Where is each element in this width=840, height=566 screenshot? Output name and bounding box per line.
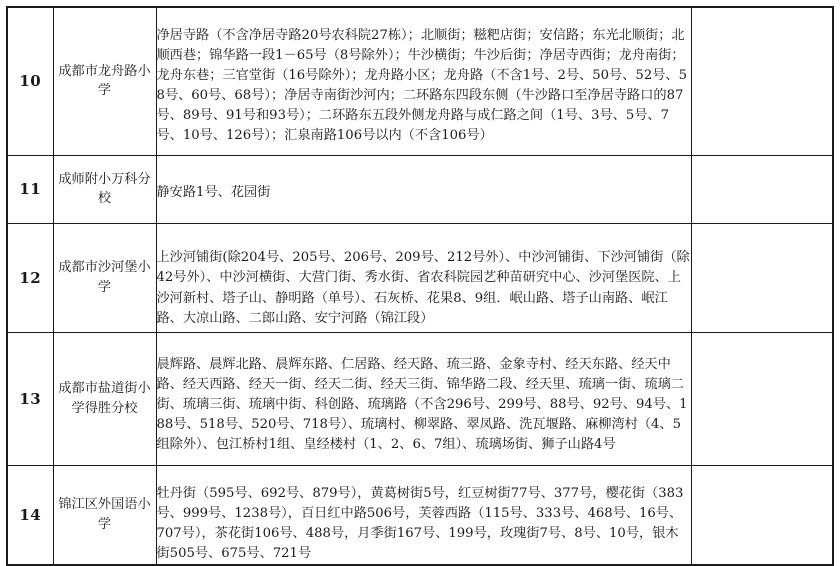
zone-description-cell: 牡丹街（595号、692号、879号），黄葛树街5号，红豆树街77号、377号，樱花街（383号、999号、1238号），百日红中路506号，芙蓉西路（115号、333号、468号、16号、707号），茶花街106号、488号，月季街167号、199号，玫瑰街7号、8号、10号，银木街505号、675号、721号 — [156, 465, 691, 565]
school-name-cell: 成都市沙河堡小学 — [53, 223, 156, 332]
zone-description-cell: 晨辉路、晨辉北路、晨辉东路、仁居路、经天路、琉三路、金象寺村、经天东路、经天中路、经天西路、经天一街、经天二街、经天三街、锦华路二段、经天里、琉璃一街、琉璃二街、琉璃三街、琉璃中街、科创路、琉璃路（不含296号、299号、88号、92号、94号、188号、518号、520号、718号）、琉璃村、柳翠路、翠凤路、洗瓦堰路、麻柳湾村（4、5组除外）、包江桥村1组、皇经楼村（1、2、6、7组）、琉璃场街、狮子山路4号 — [156, 332, 691, 465]
table-row — [7, 223, 833, 332]
note-cell — [691, 332, 833, 465]
table-row — [7, 7, 833, 155]
table-row — [7, 155, 833, 223]
zone-description-cell: 净居寺路（不含净居寺路20号农科院27栋）；北顺街；糍粑店街；安信路；东光北顺街；北顺西巷；锦华路一段1－65号（8号除外）；牛沙横街；牛沙后街；净居寺西街；龙舟南街；龙舟东巷；三官堂街（16号除外）；龙舟路小区；龙舟路（不含1号、2号、50号、52号、58号、60号、68号）；净居寺南街沙河内；二环路东四段东侧（牛沙路口至净居寺路口的87号、89号、91号和93号）；二环路东五段外侧龙舟路与成仁路之间（1号、3号、5号、7号、10号、126号）；汇泉南路106号以内（不含106号） — [156, 7, 691, 155]
note-cell — [691, 223, 833, 332]
row-index-cell: 11 — [7, 155, 53, 223]
school-name-cell: 成师附小万科分校 — [53, 155, 156, 223]
document-page — [0, 6, 840, 561]
note-cell — [691, 155, 833, 223]
school-zone-table — [6, 6, 834, 566]
school-name-cell: 锦江区外国语小学 — [53, 465, 156, 565]
row-index-cell: 13 — [7, 332, 53, 465]
row-index-cell: 12 — [7, 223, 53, 332]
table-row — [7, 332, 833, 465]
zone-description-cell: 静安路1号、花园街 — [156, 155, 691, 223]
row-index-cell: 14 — [7, 465, 53, 565]
school-name-cell: 成都市盐道街小学得胜分校 — [53, 332, 156, 465]
table-body — [7, 7, 833, 565]
note-cell — [691, 7, 833, 155]
zone-description-cell: 上沙河铺街(除204号、205号、206号、209号、212号外）、中沙河铺街、下沙河铺街（除42号外）、中沙河横街、大营门街、秀水街、省农科院园艺种苗研究中心、沙河堡医院、上沙河新村、塔子山、静明路（单号）、石灰桥、花果8、9组．岷山路、塔子山南路、岷江路、大凉山路、二郎山路、安宁河路（锦江段） — [156, 223, 691, 332]
row-index-cell: 10 — [7, 7, 53, 155]
school-name-cell: 成都市龙舟路小学 — [53, 7, 156, 155]
